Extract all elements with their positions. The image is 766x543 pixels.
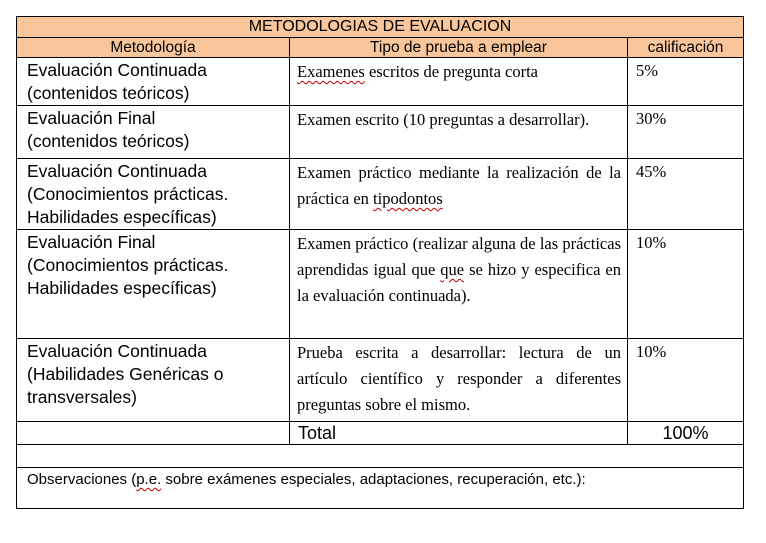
test-text: Examen práctico mediante la realización de la práctica en bbox=[297, 163, 621, 208]
header-methodology: Metodología bbox=[17, 38, 290, 58]
table-row bbox=[17, 159, 744, 230]
methodology-line: Evaluación Continuada bbox=[27, 341, 207, 361]
methodology-line: Evaluación Final bbox=[27, 232, 156, 252]
table-row bbox=[17, 58, 744, 106]
test-type-cell bbox=[290, 58, 628, 106]
methodology-cell bbox=[17, 58, 290, 106]
spellcheck-word: Examenes bbox=[297, 62, 365, 81]
methodology-line: Habilidades específicas) bbox=[27, 278, 217, 298]
test-text: Examen escrito (10 preguntas a desarrollar). bbox=[297, 110, 590, 129]
evaluation-table bbox=[16, 16, 744, 509]
methodology-line: (Conocimientos prácticas. bbox=[27, 184, 229, 204]
methodology-cell bbox=[17, 106, 290, 159]
test-text: Examen práctico (realizar alguna de las prácticas aprendidas igual que bbox=[297, 234, 621, 279]
methodology-line: Habilidades específicas) bbox=[27, 207, 217, 227]
header-grade: calificación bbox=[628, 38, 744, 58]
total-row bbox=[17, 422, 744, 445]
observations-row bbox=[17, 468, 744, 509]
grade-cell: 10% bbox=[628, 230, 744, 339]
methodology-cell bbox=[17, 159, 290, 230]
table-row bbox=[17, 230, 744, 339]
spellcheck-word: tipodontos bbox=[373, 189, 443, 208]
test-type-cell bbox=[290, 106, 628, 159]
header-test-type: Tipo de prueba a emplear bbox=[290, 38, 628, 58]
methodology-line: Evaluación Continuada bbox=[27, 60, 207, 80]
spacer-row bbox=[17, 445, 744, 468]
methodology-line: (Habilidades Genéricas o bbox=[27, 364, 224, 384]
methodology-cell bbox=[17, 230, 290, 339]
grade-cell: 30% bbox=[628, 106, 744, 159]
spellcheck-word: p.e. bbox=[136, 471, 162, 488]
methodology-line: (Conocimientos prácticas. bbox=[27, 255, 229, 275]
test-type-cell bbox=[290, 159, 628, 230]
methodology-line: Evaluación Continuada bbox=[27, 161, 207, 181]
table-title: METODOLOGIAS DE EVALUACION bbox=[17, 17, 744, 38]
test-type-cell bbox=[290, 230, 628, 339]
table-row bbox=[17, 339, 744, 422]
methodology-line: Evaluación Final bbox=[27, 108, 156, 128]
observations-text: Observaciones ( bbox=[27, 471, 137, 488]
observations-cell bbox=[17, 468, 744, 509]
methodology-cell bbox=[17, 339, 290, 422]
methodology-line: (contenidos teóricos) bbox=[27, 83, 190, 103]
total-label: Total bbox=[290, 422, 628, 445]
observations-text: sobre exámenes especiales, adaptaciones, recuperación, etc.): bbox=[161, 471, 586, 488]
grade-cell: 5% bbox=[628, 58, 744, 106]
empty-cell bbox=[17, 445, 744, 468]
total-value: 100% bbox=[628, 422, 744, 445]
test-text: Prueba escrita a desarrollar: lectura de un artículo científico y responder a diferentes preguntas sobre el mismo. bbox=[297, 343, 621, 414]
test-text: escritos de pregunta corta bbox=[364, 62, 538, 81]
table-row bbox=[17, 106, 744, 159]
test-type-cell bbox=[290, 339, 628, 422]
test-text: se hizo y especifica en la evaluación continuada). bbox=[297, 260, 621, 305]
grade-cell: 10% bbox=[628, 339, 744, 422]
spellcheck-word: que bbox=[440, 260, 465, 279]
grade-cell: 45% bbox=[628, 159, 744, 230]
empty-cell bbox=[17, 422, 290, 445]
methodology-line: transversales) bbox=[27, 387, 137, 407]
methodology-line: (contenidos teóricos) bbox=[27, 131, 190, 151]
